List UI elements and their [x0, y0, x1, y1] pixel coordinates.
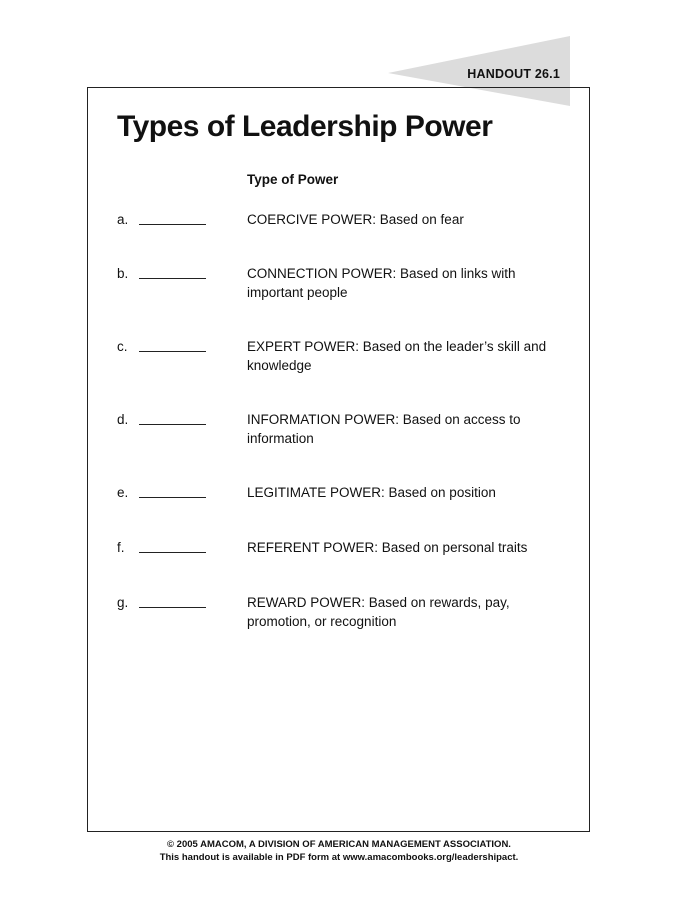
- footer-availability: This handout is available in PDF form at www.amacombooks.org/leadershipact.: [159, 852, 519, 863]
- answer-blank[interactable]: [139, 278, 206, 279]
- item-description: REFERENT POWER: Based on personal traits: [247, 540, 528, 555]
- item-letter: b.: [117, 266, 129, 281]
- answer-blank[interactable]: [139, 351, 206, 352]
- list-item: [117, 593, 557, 633]
- item-description: EXPERT POWER: Based on the leader’s skill and knowledge: [247, 339, 547, 373]
- list-item: [117, 538, 557, 578]
- page-title: Types of Leadership Power: [117, 110, 493, 143]
- item-letter: d.: [117, 412, 129, 427]
- answer-blank[interactable]: [139, 497, 206, 498]
- answer-blank[interactable]: [139, 224, 206, 225]
- item-description: LEGITIMATE POWER: Based on position: [247, 485, 496, 500]
- answer-blank[interactable]: [139, 607, 206, 608]
- item-letter: c.: [117, 339, 128, 354]
- item-description: CONNECTION POWER: Based on links with important people: [247, 266, 516, 300]
- answer-blank[interactable]: [139, 552, 206, 553]
- answer-blank[interactable]: [139, 424, 206, 425]
- item-description: REWARD POWER: Based on rewards, pay, promotion, or recognition: [247, 595, 510, 629]
- footer: [0, 838, 678, 864]
- item-letter: f.: [117, 540, 125, 555]
- list-item: [117, 410, 557, 450]
- list-item: [117, 483, 557, 523]
- column-header: Type of Power: [247, 172, 339, 187]
- handout-label: HANDOUT 26.1: [467, 67, 560, 81]
- list-item: [117, 264, 557, 304]
- item-description: COERCIVE POWER: Based on fear: [247, 212, 464, 227]
- list-item: [117, 210, 557, 250]
- item-description: INFORMATION POWER: Based on access to information: [247, 412, 521, 446]
- item-letter: e.: [117, 485, 129, 500]
- list-item: [117, 337, 557, 377]
- item-letter: g.: [117, 595, 129, 610]
- footer-copyright: © 2005 AMACOM, A DIVISION OF AMERICAN MANAGEMENT ASSOCIATION.: [167, 839, 511, 850]
- page-frame: [87, 87, 590, 832]
- item-letter: a.: [117, 212, 129, 227]
